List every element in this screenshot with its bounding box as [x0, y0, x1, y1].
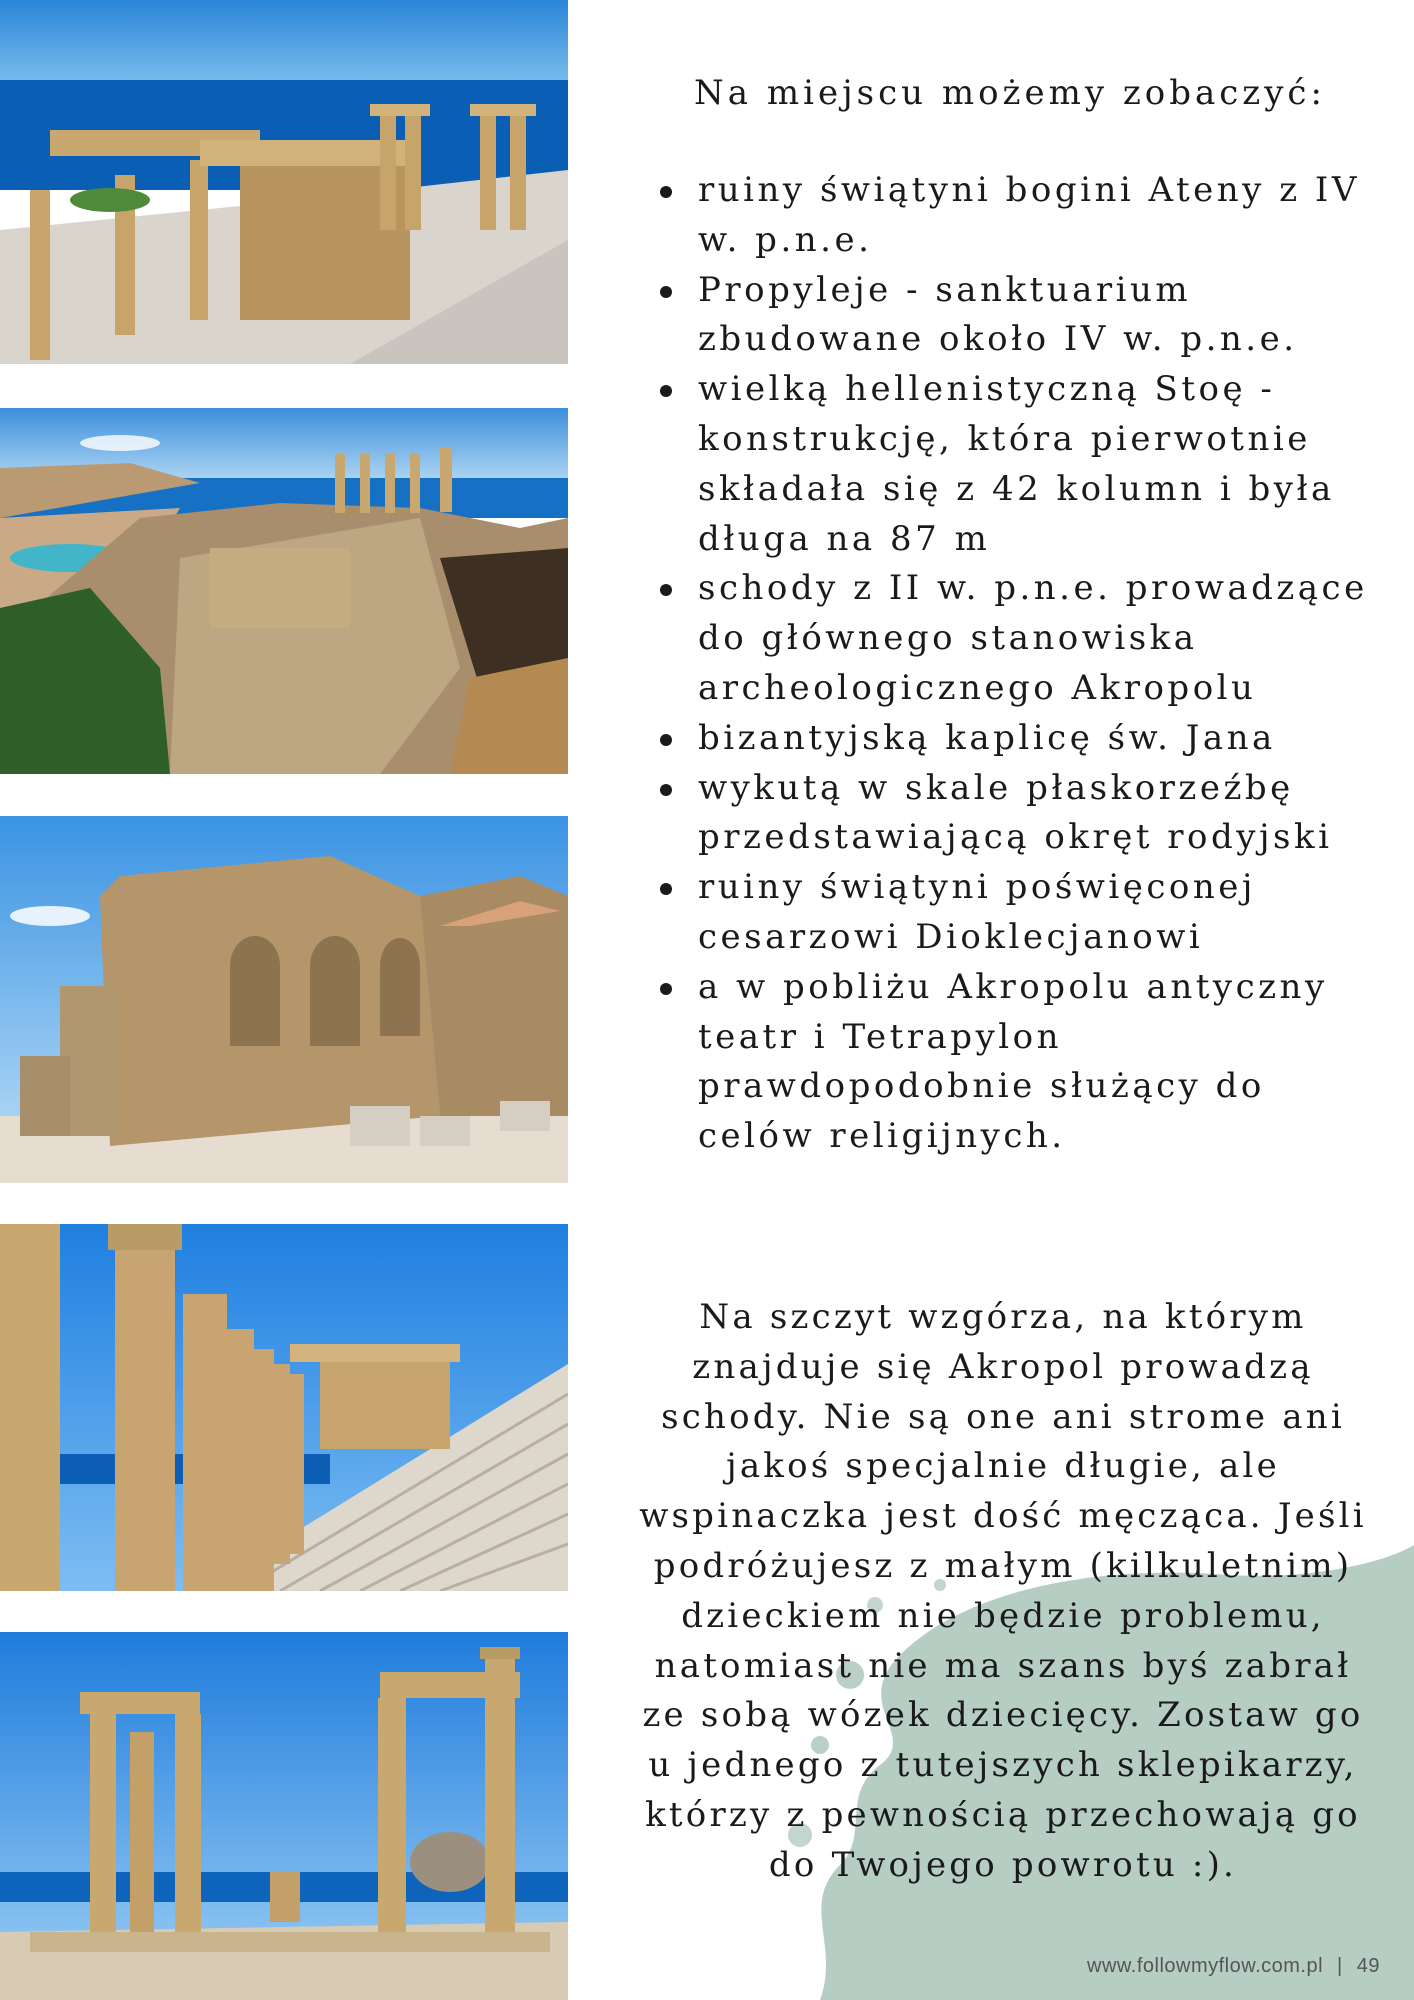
page-footer [1087, 1955, 1380, 1978]
list-item: schody z II w. p.n.e. prowadzące do głównego stanowiska archeologicznego Akropolu [652, 564, 1392, 713]
photo-columns-stairs [0, 1224, 568, 1591]
photo-temple-columns-sky [0, 1632, 568, 2000]
page-number: 49 [1356, 1955, 1380, 1977]
footer-separator: | [1337, 1955, 1343, 1977]
list-item: a w pobliżu Akropolu antyczny teatr i Tetrapylon prawdopodobnie służący do celów religijnych. [652, 963, 1392, 1162]
photo-byzantine-chapel [0, 816, 568, 1183]
website-link[interactable]: www.followmyflow.com.pl [1087, 1955, 1324, 1977]
list-item: ruiny świątyni bogini Ateny z IV w. p.n.e. [652, 166, 1392, 266]
list-item: bizantyjską kaplicę św. Jana [652, 714, 1392, 764]
attractions-list [652, 166, 1392, 1162]
list-item: wykutą w skale płaskorzeźbę przedstawiającą okręt rodyjski [652, 764, 1392, 864]
photo-temple-propylaea-sea [0, 0, 568, 364]
list-item: ruiny świątyni poświęconej cesarzowi Dioklecjanowi [652, 863, 1392, 963]
photo-acropolis-cliff-view [0, 408, 568, 774]
stairs-paragraph: Na szczyt wzgórza, na którym znajduje się Akropol prowadzą schody. Nie są one ani strome ani jakoś specjalnie długie, ale wspinaczka jest dość męcząca. Jeśli podróżujesz z małym (kilkuletnim) dzieckiem nie będzie problemu, natomiast nie ma szans byś zabrał ze sobą wózek dziecięcy. Zostaw go u jednego z tutejszych sklepikarzy, którzy z pewnością przechowają go do Twojego powrotu :). [639, 1297, 1367, 1885]
list-item: Propyleje - sanktuarium zbudowane około IV w. p.n.e. [652, 266, 1392, 366]
intro-heading: Na miejscu możemy zobaczyć: [694, 73, 1326, 113]
list-item: wielką hellenistyczną Stoę - konstrukcję, która pierwotnie składała się z 42 kolumn i była długa na 87 m [652, 365, 1392, 564]
